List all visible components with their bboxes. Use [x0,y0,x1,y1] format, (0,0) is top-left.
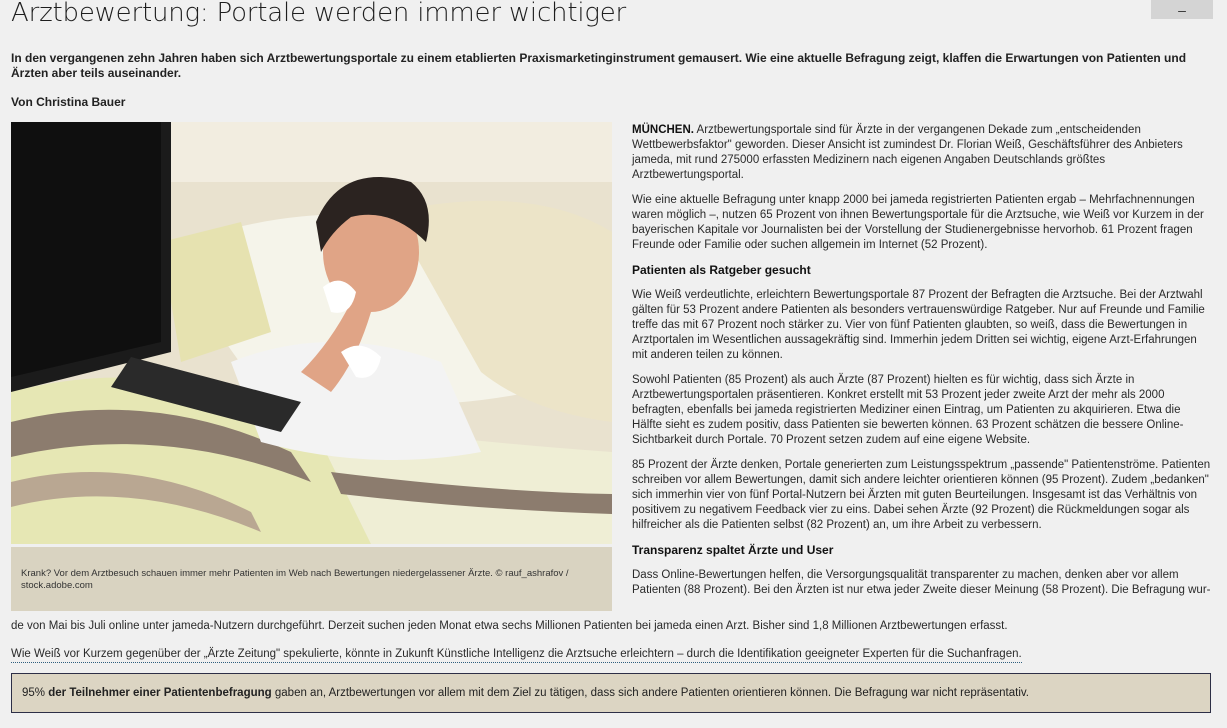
article-byline: Von Christina Bauer [11,95,126,109]
article-photo [11,122,612,544]
sick-man-laptop-illustration [11,122,612,544]
dateline: MÜNCHEN. [632,124,694,136]
paragraph-2: Wie eine aktuelle Befragung unter knapp 2000 bei jameda registrierten Patienten ergab – Mehrfachnennungen waren möglich –, nutzen 65 Prozent von ihnen Bewertungsportale für die Arztsuche, wie Weiß vor Kurzem in der bayerischen Kapitale vor Journalisten bei der Vorstellung der Studienergebnisse hervorhob. 61 Prozent fragen Freunde oder Familie oder suchen allgemein im Internet (52 Prozent). [632,194,1204,251]
subheading-1: Patienten als Ratgeber gesucht [632,263,811,277]
info-box-text: gaben an, Arztbewertungen vor allem mit dem Ziel zu tätigen, dass sich andere Patienten orientieren können. Die Befragung war nicht repräsentativ. [271,687,1029,699]
article-body-column [632,123,1212,608]
article-lead: In den vergangenen zehn Jahren haben sich Arztbewertungsportale zu einem etablierten Praxismarketinginstrument gemausert. Wie eine aktuelle Befragung zeigt, klaffen die Erwartungen von Patienten und Ärzten aber teils auseinander. [11,51,1187,80]
paragraph-4: Sowohl Patienten (85 Prozent) als auch Ärzte (87 Prozent) hielten es für wichtig, dass sich Ärzte in Arztbewertungsportalen präsentieren. Konkret erstellt mit 53 Prozent jeder zweite Arzt der mehr als 2000 befragten, ebenfalls bei jameda registrierten Mediziner einen Eintrag, um Patienten zu akquirieren. Etwa die Hälfte sieht es zudem positiv, dass Patienten sie bewerten können. 63 Prozent schätzen die bessere Online-Sichtbarkeit durch Portale. 70 Prozent setzen zudem auf eine eigene Website. [632,374,1184,446]
article-title: Arztbewertung: Portale werden immer wichtiger [11,0,627,28]
paragraph-1: MÜNCHEN. Arztbewertungsportale sind für Ärzte in der vergangenen Dekade zum „entscheidenden Wettbewerbsfaktor" geworden. Dieser Ansicht ist zumindest Dr. Florian Weiß, Geschäftsführer des Anbieters jameda, mit rund 275000 erfassten Medizinern nach eigenen Angaben Deutschlands größtes Arztbewertungsportal. [632,124,1183,181]
photo-caption: Krank? Vor dem Arztbesuch schauen immer mehr Patienten im Web nach Bewertungen niedergelassener Ärzte. © rauf_ashrafov / stock.adobe.com [11,547,612,611]
info-box [11,673,1211,713]
info-box-highlight: der Teilnehmer einer Patientenbefragung [45,687,272,699]
paragraph-6-continued: de von Mai bis Juli online unter jameda-Nutzern durchgeführt. Derzeit suchen jeden Monat etwa sechs Millionen Patienten bei jameda einen Arzt. Bisher sind 1,8 Millionen Arztbewertungen erfasst. [11,620,1008,632]
paragraph-3: Wie Weiß verdeutlichte, erleichtern Bewertungsportale 87 Prozent der Befragten die Arztsuche. Bei der Arztwahl gälten für 53 Prozent andere Patienten als besonders vertrauenswürdige Ratgeber. Nur auf Freunde und Familie treffe das mit 67 Prozent noch stärker zu. Vier von fünf Patienten glaubten, so weiß, dass die Bewertungen in Arztportalen im Wesentlichen aussagekräftig sind. Immerhin jedem Dritten sei wichtig, eigene Arzt-Erfahrungen mit anderen teilen zu können. [632,289,1205,361]
paragraph-6: Dass Online-Bewertungen helfen, die Versorgungsqualität transparenter zu machen, denken aber vor allem Patienten (88 Prozent). Bei den Ärzten ist nur etwa jeder Zweite dieser Meinung (58 Prozent). Die Befragung wur- [632,569,1211,596]
teaser-link[interactable]: Wie Weiß vor Kurzem gegenüber der „Ärzte Zeitung" spekulierte, könnte in Zukunft Künstliche Intelligenz die Arztsuche erleichtern – durch die Identifikation geeigneter Experten für die Suchanfragen. [11,647,1022,663]
paragraph-5: 85 Prozent der Ärzte denken, Portale generierten zum Leistungsspektrum „passende" Patientenströme. Patienten schreiben vor allem Bewertungen, damit sich andere leichter orientieren können (95 Prozent). Zudem „bedanken" sich immerhin vier von fünf Portal-Nutzern bei Ärzten mit guten Beurteilungen. Insgesamt ist das Verhältnis von positivem zu negativem Feedback vier zu eins. Dabei sehen Ärzte (92 Prozent) die Rückmeldungen sogar als hilfreicher als die Patienten selbst (82 Prozent) an, um ihre Arbeit zu verbessern. [632,459,1211,531]
minimize-button[interactable]: – [1151,0,1213,19]
info-box-percent: 95% [22,687,46,699]
subheading-2: Transparenz spaltet Ärzte und User [632,543,834,557]
